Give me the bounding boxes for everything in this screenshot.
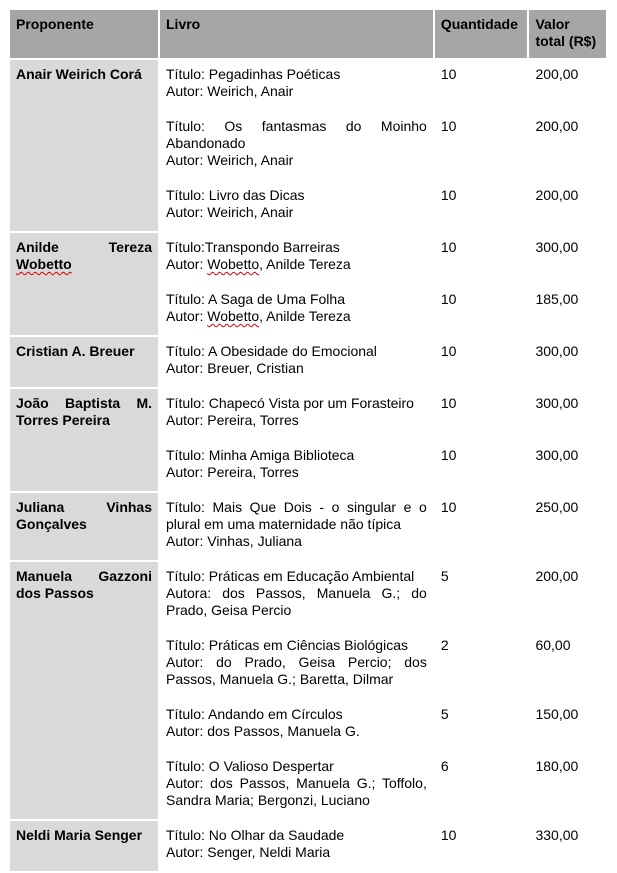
book-title: Título: Chapecó Vista por um Forasteiro xyxy=(166,395,414,411)
proponente-name-flagged: Wobetto xyxy=(16,256,72,272)
table-row xyxy=(10,562,606,629)
header-proponente: Proponente xyxy=(10,10,158,58)
book-author: Autor: Wobetto, Anilde Tereza xyxy=(166,308,351,324)
book-title: Título: Mais Que Dois - o singular e o plural em uma maternidade não típica xyxy=(166,499,427,532)
quantity-cell: 10 xyxy=(440,187,457,203)
book-author: Autor: Vinhas, Juliana xyxy=(166,533,302,549)
table-row xyxy=(10,233,606,283)
book-author: Autor: Pereira, Torres xyxy=(166,464,299,480)
value-cell: 200,00 xyxy=(535,66,579,82)
proponente-cell: Juliana Vinhas Gonçalves xyxy=(10,493,158,560)
book-cell xyxy=(160,441,433,491)
value-cell: 250,00 xyxy=(535,499,579,515)
value-cell: 300,00 xyxy=(535,343,579,359)
table-row xyxy=(10,821,606,871)
quantity-cell: 5 xyxy=(440,568,449,584)
book-cell xyxy=(160,752,433,819)
proponente-cell: Anair Weirich Corá xyxy=(10,60,158,231)
value-cell: 180,00 xyxy=(535,758,579,774)
book-title: Título: Os fantasmas do Moinho Abandonado xyxy=(166,118,427,151)
table-row xyxy=(10,493,606,560)
book-author: Autor: Pereira, Torres xyxy=(166,412,299,428)
book-title: Título: Minha Amiga Biblioteca xyxy=(166,447,355,463)
header-quantidade: Quantidade xyxy=(435,10,528,58)
table-row xyxy=(10,337,606,387)
book-cell xyxy=(160,700,433,750)
proponente-cell: João Baptista M. Torres Pereira xyxy=(10,389,158,491)
book-cell xyxy=(160,181,433,231)
book-title: Título: Andando em Círculos xyxy=(166,706,343,722)
proponente-cell xyxy=(10,233,158,335)
book-cell xyxy=(160,233,433,283)
book-title: Título: A Obesidade do Emocional xyxy=(166,343,377,359)
value-cell: 300,00 xyxy=(535,239,579,255)
value-cell: 330,00 xyxy=(535,827,579,843)
header-row xyxy=(10,10,606,58)
quantity-cell: 10 xyxy=(440,499,457,515)
author-flagged: Wobetto xyxy=(207,308,260,324)
proponente-name-part: Anilde Tereza xyxy=(16,239,152,255)
quantity-cell: 10 xyxy=(440,291,457,307)
quantity-cell: 10 xyxy=(440,827,457,843)
book-author: Autor: Weirich, Anair xyxy=(166,152,294,168)
value-cell: 185,00 xyxy=(535,291,579,307)
proponente-cell: Cristian A. Breuer xyxy=(10,337,158,387)
table-row xyxy=(10,389,606,439)
quantity-cell: 10 xyxy=(440,118,457,134)
book-cell xyxy=(160,112,433,179)
book-title: Título: Livro das Dicas xyxy=(166,187,305,203)
book-title: Título: O Valioso Despertar xyxy=(166,758,334,774)
book-cell xyxy=(160,60,433,110)
book-title: Título: Pegadinhas Poéticas xyxy=(166,66,341,82)
book-cell xyxy=(160,562,433,629)
book-cell xyxy=(160,285,433,335)
value-cell: 300,00 xyxy=(535,447,579,463)
book-cell xyxy=(160,493,433,560)
book-cell xyxy=(160,631,433,698)
book-title: Título:Transpondo Barreiras xyxy=(166,239,340,255)
quantity-cell: 10 xyxy=(440,447,457,463)
table-row xyxy=(10,60,606,110)
book-cell xyxy=(160,389,433,439)
quantity-cell: 10 xyxy=(440,66,457,82)
book-author: Autor: Senger, Neldi Maria xyxy=(166,844,331,860)
book-cell xyxy=(160,337,433,387)
book-author: Autor: Breuer, Cristian xyxy=(166,360,304,376)
book-title: Título: Práticas em Ciências Biológicas xyxy=(166,637,408,653)
book-author: Autor: do Prado, Geisa Percio; dos Passos, Manuela G.; Baretta, Dilmar xyxy=(166,654,427,687)
author-flagged: Wobetto xyxy=(207,256,260,272)
quantity-cell: 5 xyxy=(440,706,449,722)
quantity-cell: 10 xyxy=(440,239,457,255)
header-livro: Livro xyxy=(160,10,433,58)
value-cell: 300,00 xyxy=(535,395,579,411)
value-cell: 200,00 xyxy=(535,568,579,584)
value-cell: 200,00 xyxy=(535,118,579,134)
quantity-cell: 6 xyxy=(440,758,449,774)
book-title: Título: No Olhar da Saudade xyxy=(166,827,345,843)
books-table xyxy=(8,8,608,873)
book-cell xyxy=(160,821,433,871)
book-author: Autor: Weirich, Anair xyxy=(166,83,294,99)
book-author: Autor: Weirich, Anair xyxy=(166,204,294,220)
book-title: Título: A Saga de Uma Folha xyxy=(166,291,345,307)
value-cell: 200,00 xyxy=(535,187,579,203)
book-author: Autora: dos Passos, Manuela G.; do Prado, Geisa Percio xyxy=(166,585,427,618)
proponente-cell: Manuela Gazzoni dos Passos xyxy=(10,562,158,819)
header-valor: Valor total (R$) xyxy=(529,10,606,58)
quantity-cell: 10 xyxy=(440,395,457,411)
book-author: Autor: Wobetto, Anilde Tereza xyxy=(166,256,351,272)
book-author: Autor: dos Passos, Manuela G. xyxy=(166,723,360,739)
quantity-cell: 2 xyxy=(440,637,449,653)
value-cell: 150,00 xyxy=(535,706,579,722)
quantity-cell: 10 xyxy=(440,343,457,359)
value-cell: 60,00 xyxy=(535,637,571,653)
book-author: Autor: dos Passos, Manuela G.; Toffolo, Sandra Maria; Bergonzi, Luciano xyxy=(166,775,427,808)
proponente-cell: Neldi Maria Senger xyxy=(10,821,158,871)
book-title: Título: Práticas em Educação Ambiental xyxy=(166,568,415,584)
